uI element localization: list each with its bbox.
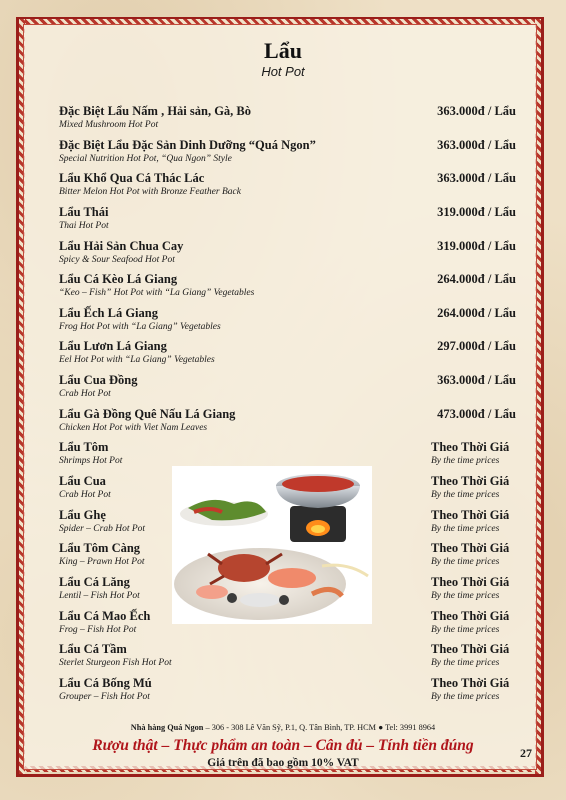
restaurant-name: Nhà hàng Quá Ngon (130, 723, 204, 732)
item-price: 319.000đ / Lẩu (437, 204, 516, 219)
item-price: Theo Thời Giá (431, 474, 510, 489)
slogan: Rượu thật – Thực phẩm an toàn – Cân đủ – Tính tiền đúng (92, 737, 474, 754)
item-price: Theo Thời Giá (431, 507, 510, 522)
item-english-name: Sterlet Sturgeon Fish Hot Pot (59, 658, 172, 669)
item-english-name: Bitter Melon Hot Pot with Bronze Feather Back (59, 187, 241, 198)
item-name: Lẩu Cá Lăng (59, 574, 130, 589)
item-price: 363.000đ / Lẩu (437, 104, 516, 118)
item-price: 264.000đ / Lẩu (437, 272, 516, 287)
item-name: Lẩu Gà Đồng Quê Nấu Lá Giang (59, 406, 236, 421)
item-price-english: By the time prices (431, 624, 500, 635)
item-name: Đặc Biệt Lẩu Đặc Sản Dinh Dưỡng “Quá Ngon” (59, 137, 316, 152)
item-price: 319.000đ / Lẩu (437, 238, 516, 253)
hot-pot-photo (172, 466, 372, 624)
item-english-name: Mixed Mushroom Hot Pot (59, 120, 159, 130)
menu-item (59, 171, 519, 205)
item-name: Lẩu Lươn Lá Giang (59, 339, 167, 354)
address-text: – 306 - 308 Lê Văn Sỹ, P.1, Q. Tân Bình, TP. HCM ● Tel: 3991 8964 (203, 723, 436, 732)
menu-item (59, 373, 519, 407)
item-name: Lẩu Khổ Qua Cá Thác Lác (59, 171, 205, 186)
item-price: 363.000đ / Lẩu (437, 373, 516, 388)
menu-item (59, 104, 519, 138)
menu-item (59, 339, 519, 373)
item-price: Theo Thời Giá (431, 541, 510, 556)
menu-item (59, 138, 519, 172)
item-price: 473.000đ / Lẩu (437, 406, 516, 421)
item-price-english: By the time prices (431, 456, 500, 467)
restaurant-address (0, 723, 566, 732)
item-price: Theo Thời Giá (431, 675, 510, 690)
item-name: Lẩu Cá Tầm (59, 642, 127, 657)
item-price: Theo Thời Giá (431, 574, 510, 589)
page-number: 27 (520, 746, 532, 760)
item-english-name: Grouper – Fish Hot Pot (59, 691, 150, 702)
item-name: Lẩu Thái (59, 204, 109, 219)
market-price-item (59, 642, 519, 676)
vat-note: Giá trên đã bao gồm 10% VAT (207, 757, 359, 769)
menu-item (59, 407, 519, 441)
item-price: Theo Thời Giá (431, 440, 510, 455)
item-name: Lẩu Cá Kèo Lá Giang (59, 272, 178, 287)
item-name: Lẩu Tôm Càng (59, 541, 141, 556)
item-name: Lẩu Ghẹ (59, 507, 106, 522)
item-english-name: Shrimps Hot Pot (59, 456, 123, 467)
item-price-english: By the time prices (431, 590, 500, 601)
item-price-english: By the time prices (431, 658, 500, 669)
item-english-name: Spicy & Sour Seafood Hot Pot (59, 254, 175, 265)
item-price: Theo Thời Giá (431, 608, 510, 623)
item-name: Đặc Biệt Lẩu Nấm , Hải sản, Gà, Bò (59, 104, 252, 118)
item-english-name: “Keo – Fish” Hot Pot with “La Giang” Vegetables (59, 288, 255, 299)
item-price-english: By the time prices (431, 557, 500, 568)
item-name: Lẩu Cá Mao Ếch (59, 608, 151, 623)
item-english-name: Spider – Crab Hot Pot (59, 523, 146, 534)
item-name: Lẩu Tôm (59, 440, 109, 455)
item-english-name: Crab Hot Pot (59, 389, 111, 400)
menu-item (59, 272, 519, 306)
item-price: Theo Thời Giá (431, 642, 510, 657)
item-name: Lẩu Cá Bống Mú (59, 675, 152, 690)
item-english-name: Special Nutrition Hot Pot, “Qua Ngon” Style (59, 153, 232, 164)
item-price-english: By the time prices (431, 691, 500, 702)
market-price-item (59, 676, 519, 710)
item-english-name: Lentil – Fish Hot Pot (59, 590, 140, 601)
item-english-name: Thai Hot Pot (59, 220, 109, 231)
item-name: Lẩu Ếch Lá Giang (59, 305, 158, 320)
item-price: 297.000đ / Lẩu (437, 339, 516, 354)
item-english-name: Frog – Fish Hot Pot (59, 624, 137, 635)
menu-item (59, 205, 519, 239)
item-price: 264.000đ / Lẩu (437, 305, 516, 320)
item-english-name: Crab Hot Pot (59, 490, 111, 501)
item-english-name: Frog Hot Pot with “La Giang” Vegetables (59, 321, 221, 332)
item-price: 363.000đ / Lẩu (437, 171, 516, 186)
item-english-name: Chicken Hot Pot with Viet Nam Leaves (59, 422, 208, 433)
page-title: Lẩu (264, 38, 302, 63)
item-english-name: King – Prawn Hot Pot (59, 557, 145, 568)
menu-item (59, 239, 519, 273)
item-name: Lẩu Hải Sản Chua Cay (59, 238, 184, 253)
item-price-english: By the time prices (431, 490, 500, 501)
item-price-english: By the time prices (431, 523, 500, 534)
menu-item (59, 306, 519, 340)
page-subtitle: Hot Pot (261, 64, 305, 79)
item-name: Lẩu Cua (59, 474, 106, 489)
item-price: 363.000đ / Lẩu (437, 137, 516, 152)
item-name: Lẩu Cua Đồng (59, 373, 138, 388)
item-english-name: Eel Hot Pot with “La Giang” Vegetables (59, 355, 215, 366)
